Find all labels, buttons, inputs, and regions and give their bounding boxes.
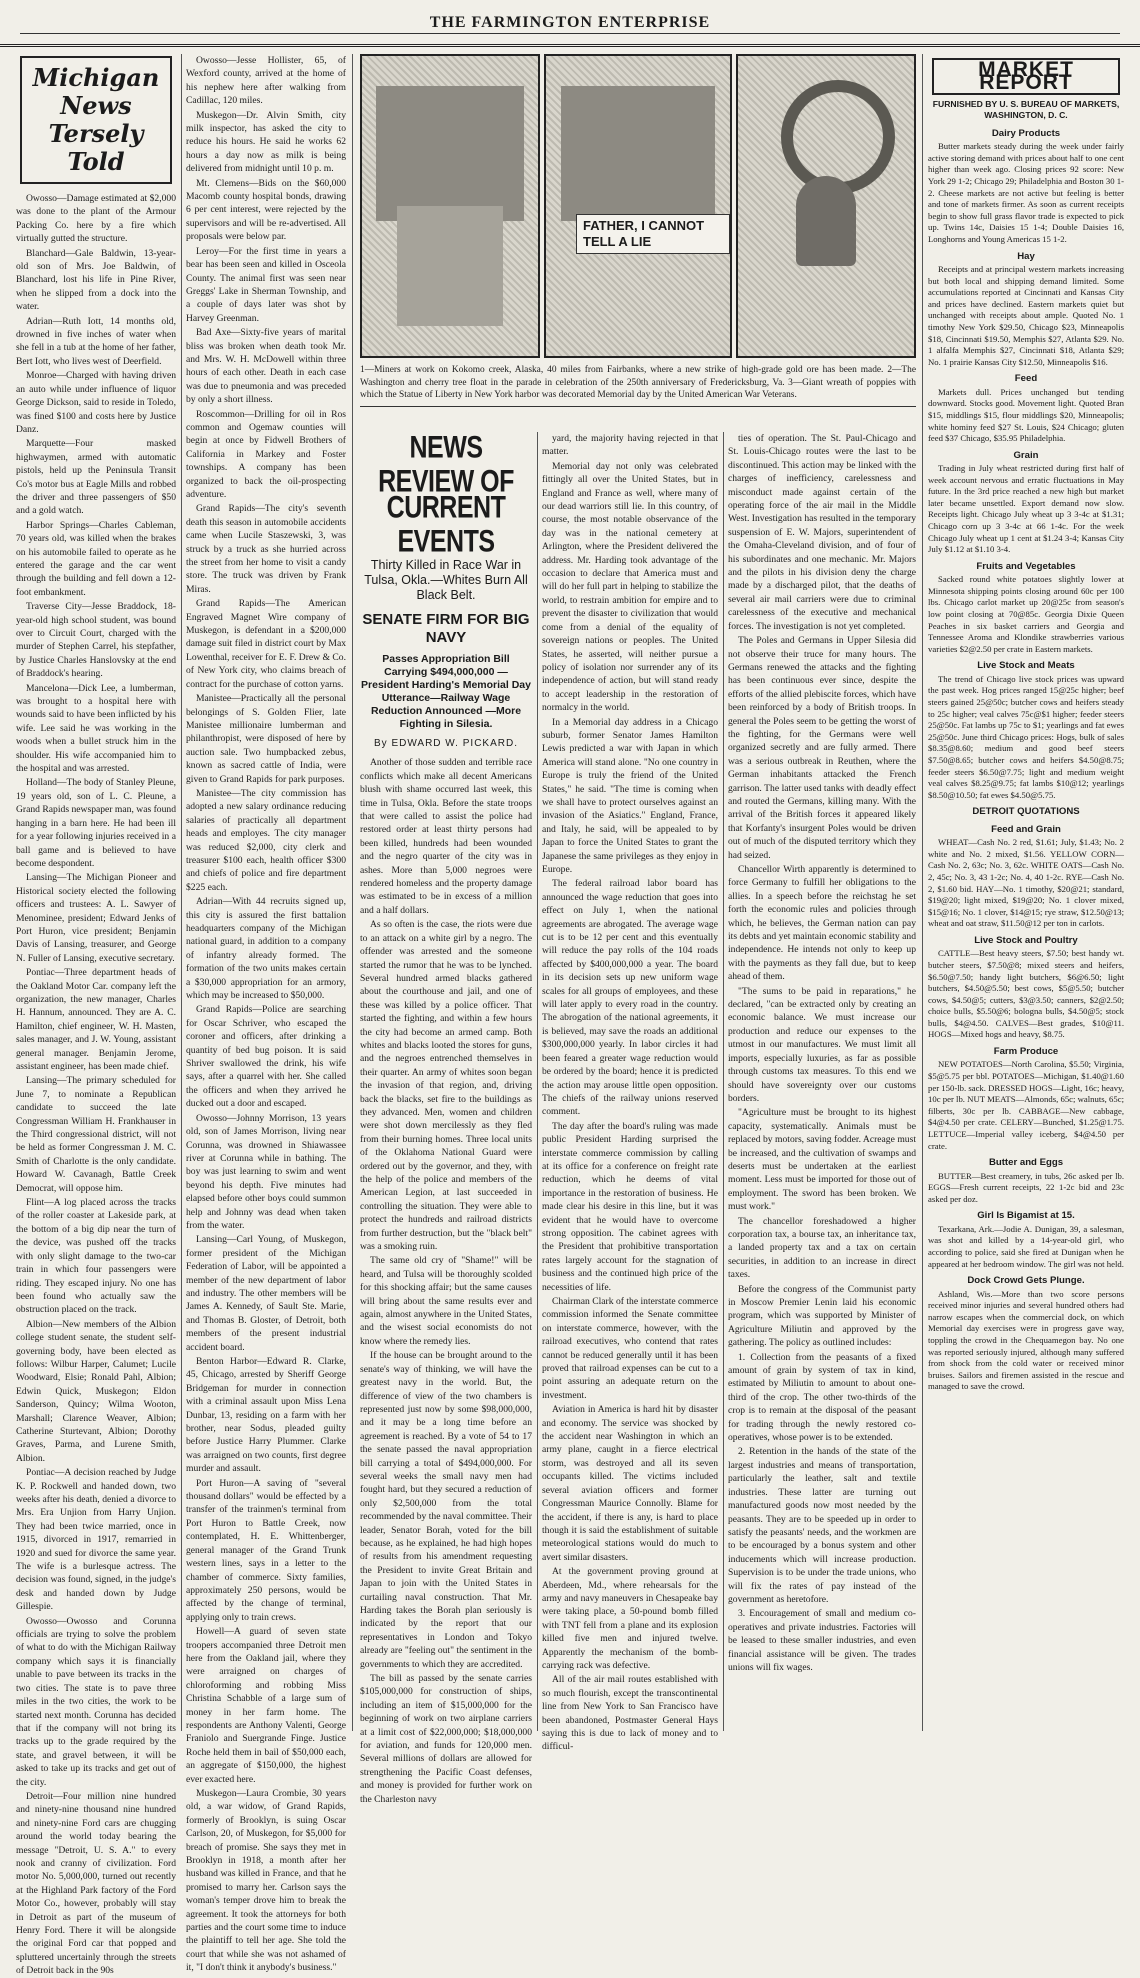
- market-section-text: Texarkana, Ark.—Jodie A. Dunigan, 39, a salesman, was shot and killed by a 14-year-old girl, who according to police, said she fired at Dunigan when he appeared at her bedroom window. The girl was not held.: [928, 1223, 1124, 1269]
- market-report-title: MARKET REPORT: [932, 58, 1120, 95]
- article-paragraph: 2. Retention in the hands of the state of the largest industries and means of transportation, particularly the leather, salt and textile industries. These latter are turning out manufactured goods now most needed by the peasants. They are to be speeded up in order to satisfy the peasants' needs, and the workmen are to be encouraged by a bonus system and other inducements which will increase production. Supervision is to be under the trade unions, who will fix the rates of pay instead of the government as heretofore.: [728, 1446, 916, 1605]
- article-paragraph: Owosso—Johnny Morrison, 13 years old, son of James Morrison, living near Corunna, was drowned in Shiawassee river at Corunna while in bathing. The boy was just learning to swim and went beyond his depth. Five minutes had elapsed before other boys could summon help and Johnny was dead when taken from the water.: [186, 1112, 346, 1231]
- article-paragraph: Traverse City—Jesse Braddock, 18-year-old high school student, was bound over to Circuit Court, charged with the murder of Stephen Carrel, his stepfather, by Justice Charles Hanslovsky at the end of Braddock's hearing.: [16, 601, 176, 680]
- article-paragraph: All of the air mail routes established with so much flourish, except the transcontinental line from New York to San Francisco have been abandoned, Postmaster General Hays saying this is due to lack of money and to difficul-: [542, 1674, 718, 1753]
- news-items: [16, 192, 176, 1978]
- headline-line-2: CURRENT EVENTS: [386, 490, 506, 559]
- article-paragraph: Roscommon—Drilling for oil in Ros common and Ogemaw counties will begin at once by Fidwell Brothers of California in Markey and Foster townships. A company has been organized to back the oil-prospecting adventure.: [186, 408, 346, 500]
- article-paragraph: Pontiac—A decision reached by Judge K. P. Rockwell and handed down, two weeks after his death, denied a divorce to Mrs. Era Unjion from Harry Unjion. They had been twice married, once in 1915, divorced in 1917, remarried in 1920 and sued for divorce the same year. The wife is a burlesque actress. The decision was found, signed, in the judge's desk and handed down by Judge Gillespie.: [16, 1467, 176, 1613]
- market-section-heading: Feed and Grain: [991, 823, 1061, 835]
- float-sign: FATHER, I CANNOT TELL A LIE: [576, 214, 730, 254]
- article-paragraph: Flint—A log placed across the tracks of the roller coaster at Lakeside park, at the bottom of a big dip near the turn of the device, was pushed off the tracks with only slight damage to the two-car train in which four passengers were riding. They escaped injury. No one has been found who actually saw the obstruction placed on the track.: [16, 1197, 176, 1316]
- market-section-heading: Live Stock and Meats: [977, 660, 1075, 672]
- masthead-rule: [20, 33, 1120, 34]
- article-paragraph: Chancellor Wirth apparently is determined to force Germany to fulfill her obligations to the allies. In a speech before the reichstag he set forth the economic rules and policies through which, he believes, the German nation can pay its debts and yet maintain economic stability and independence. He intends not only to keep up with the payments as they fall due, but to keep ahead of them.: [728, 864, 916, 983]
- article-paragraph: At the government proving ground at Aberdeen, Md., where rehearsals for the army and navy maneuvers in Chesapeake bay were taking place, a 50-pound bomb filled with TNT fell from a plane and its explosion killed five men and injured twelve. Apparently the mechanism of the bomb-carrying rack was defective.: [542, 1566, 718, 1671]
- michigan-news-heading: [20, 56, 172, 184]
- byline: By EDWARD W. PICKARD.: [374, 738, 518, 749]
- photo-row: [360, 54, 916, 362]
- news-review-paragraphs: [360, 756, 532, 1806]
- market-section-text: Receipts and at principal western markets increasing but both local and shipping demand limited. Some accumulations reported at Cincinnati and Kansas City and prices have declined. Eastern markets quiet but unchanged with receipts about ample. Quoted No. 1 timothy New York $29.50, Chicago $23, Minneapolis $18, Cincinnati $19.50, Memphis $27, Atlanta $29. No. 1 alfalfa Memphis $27, Cincinnati $18, Atlanta $29; No. 1 prairie Kansas City $12.50, Minneapolis $16.: [928, 263, 1124, 367]
- market-section-text: The trend of Chicago live stock prices was upward the past week. Hog prices ranged 15@25c higher; beef steers gained 25@50c; butcher cows and heifers steady to 25c higher; veal calves 75c@$1 higher; feeder steers 25@50c. Fat lambs up 75c to $1; yearlings and fat ewes 25@50c. June third Chicago prices: Hogs, bulk of sales $8.35@8.60; medium and good beef steers $7.50@8.65; butcher cows and heifers $4.50@8.75; feeder steers $6.50@7.75; light and medium weight veal calves $8.25@9.75; fat lambs $10@12; yearlings $8.50@10.50; fat ewes $4.50@5.75.: [928, 673, 1124, 800]
- article-paragraph: Owosso—Damage estimated at $2,000 was done to the plant of the Armour Packing Co. here by a fire which virtually gutted the structure.: [16, 193, 176, 245]
- column-news-review: [360, 430, 532, 1805]
- photo-miners-sluice: [397, 206, 503, 326]
- article-paragraph: Muskegon—Dr. Alvin Smith, city milk inspector, has asked the city to reduce his hours. He said he works 62 hours a day now as milk is being delivered from midnight until 10 p. m.: [186, 109, 346, 175]
- article-paragraph: Detroit—Four million nine hundred and ninety-nine thousand nine hundred and ninety-nine Ford cars are chugging around the world today bearing the message "Detroit, U. S. A." to every nook and cranny of civilization. Ford motor No. 5,000,000, turned out recently at the Highland Park factory of the Ford Motor Co., however, probably will stay in Detroit as part of the museum of Henry Ford. There it will be alongside the original Ford car that popped and spluttered uncertainly through the streets of Detroit back in the 90s: [16, 1790, 176, 1977]
- market-section-text: Sacked round white potatoes slightly lower at Minnesota shipping points closing around 60c per 100 lbs. Chicago carlot market up 20@25c from season's low point closing at 70@85c. Georgia Dixie Queen Peaches in six basket carriers and Georgia and Tennessee Aroma and Klondike strawberries various varieties $2@2.50 per crate in Eastern markets.: [928, 574, 1124, 654]
- market-section-text: Butter markets steady during the week under fairly active storing demand with prices about half to one cent higher than week ago. Closing prices 92 score: New York 29 1-2; Chicago 29; Philadelphia and Boston 30 1-2. Cheese markets are not active but feeling is better and tone of markets firmer. As soon as current receipts begin to show full grass flavor trade is expected to pick up. Twins 14c, Daisies 15 1-4; Double Daisies 16, Longhorns and Young Americas 15 1-2.: [928, 141, 1124, 244]
- article-paragraph: Monroe—Charged with having driven an auto while under influence of liquor George Dickson, said to reside in Toledo, was fined $100 and costs here by Justice Danz.: [16, 370, 176, 435]
- article-paragraph: Lansing—The Michigan Pioneer and Historical society elected the following officers and trustees: A. L. Sawyer of Menominee, president; Edward Jenks of Port Huron, vice president; Benjamin Davis of Lansing, treasurer, and George N. Fuller of Lansing, executive secretary.: [16, 872, 176, 964]
- heading-line-1: Michigan News: [32, 63, 160, 120]
- photo-cherry-tree-float: [544, 54, 732, 358]
- market-section-text: CATTLE—Best heavy steers, $7.50; best handy wt. butcher steers, $7.50@8; mixed steers and heifers, $6.50@7.50; handy light butchers, $6@6.50; light butchers, $4.50@5.50; best cows, $5@5.50; butcher cows, $4.50@5; cutters, $3@3.50; canners, $2@2.50; choice bulls, $5.50@6; bologna bulls, $4.50@5; stock bulls, $4@4.50. CALVES—Best grades, $10@11. HOGS—Mixed hogs and heavy, $8.75.: [928, 948, 1124, 1040]
- market-section-heading: Grain: [1013, 449, 1039, 461]
- market-sections: [928, 127, 1124, 1393]
- market-section-heading: DETROIT QUOTATIONS: [972, 806, 1080, 818]
- market-section-heading: Fruits and Vegetables: [976, 560, 1076, 572]
- market-section-text: NEW POTATOES—North Carolina, $5.50; Virginia, $5@5.75 per bbl. POTATOES—Michigan, $1.40@1.60 per 150-lb. sack. DRESSED HOGS—Light, 16c; heavy, 10c per lb. NUT MEATS—Almonds, 65c; walnuts, 65c; filberts, 30c per lb. CABBAGE—New cabbage, $4@4.50 per crate. CELERY—Bunched, $1.25@1.75. LETTUCE—Imperial valley iceberg, $4@4.50 per crate.: [928, 1059, 1124, 1151]
- market-section-heading: Dock Crowd Gets Plunge.: [967, 1275, 1085, 1287]
- article-paragraph: Port Huron—A saving of "several thousand dollars" would be effected by a transfer of the trainmen's terminal from Port Huron to Battle Creek, now contemplated, H. E. Whittenberger, general manager of the Grand Trunk western lines, says in a letter to the chamber of commerce. Sixty families, approximately 250 persons, would be affected by the change of terminal, applying only to train crews.: [186, 1477, 346, 1623]
- news-review-paragraphs: [728, 432, 916, 1674]
- article-paragraph: As so often is the case, the riots were due to an attack on a white girl by a negro. The offender was arrested and the someone started the rumor that he was to be lynched. Several hundred armed blacks gathered about the courthouse and jail, and one of these was killed by a police officer. That started the fighting, and within a few hours the city had become an armed camp. Both whites and blacks looted the stores for guns, and the negroes entrenched themselves in their quarter. An army of whites soon began the invasion of that region, and, driving back the blacks, set fire to the buildings as they advanced. Men, women and children were shot down mercilessly as they fled from their burning homes. Three local units of the Oklahoma National Guard were ordered out by the governor, and they, with the help of the police and members of the American Legion, at last succeeded in controlling the situation. They were able to protect the hundreds and railroad districts from further destruction, but the "black belt" was a smoking ruin.: [360, 919, 532, 1253]
- news-items: [186, 54, 346, 1975]
- column-divider: [352, 54, 353, 1731]
- deck-appropriation: Passes Appropriation Bill Carrying $494,000,000 — President Harding's Memorial Day Utterance—Railway Wage Reduction Announced —More Fighting in Silesia.: [361, 653, 531, 730]
- article-paragraph: Howell—A guard of seven state troopers accompanied three Detroit men here from the Oakland jail, where they were arraigned on charges of chloroforming and robbing Miss Christina Schabble of a large sum of money in her farm home. The respondents are Anthony Valenti, George Franiolo and Suergrande Finge. Justice Roche held them in bail of $50,000 each, an aggregate of $150,000, the highest ever exacted here.: [186, 1626, 346, 1785]
- market-section-heading: Dairy Products: [991, 127, 1061, 139]
- market-section-text: BUTTER—Best creamery, in tubs, 26c asked per lb. EGGS—Fresh current receipts, 22 1-2c bid and 23c asked per doz.: [928, 1170, 1124, 1204]
- article-paragraph: Owosso—Owosso and Corunna officials are trying to solve the problem of what to do with the Michigan Railway company which says it is financially unable to pave between its tracks in the two cities. The state is to pave three miles in the two cities, the work to be started next month. Corunna has decided that if the company will not bring its tracks up to the grade required by the state, and gravel between, it will be asked to take up its tracks and get out of the city.: [16, 1615, 176, 1788]
- article-paragraph: Harbor Springs—Charles Cableman, 70 years old, was killed when the brakes on his automobile failed to operate as he entered the garage and the car went through the building and fell down a 12-foot embankment.: [16, 519, 176, 598]
- deck-senate-navy: SENATE FIRM FOR BIG NAVY: [362, 611, 530, 646]
- photo-float-tree: [561, 86, 716, 221]
- market-section-text: Ashland, Wis.—More than two score persons received minor injuries and several hundred others had narrow escapes when the commercial dock, on which Memorial day exercises were in progress gave way, toppling the crowd in the Chequamegon bay. No one was reported seriously injured, although many suffered from shock from the cold water or received minor bruises. Sailors and firemen assisted in the rescue and managed to save the crowd.: [928, 1288, 1124, 1392]
- market-section-heading: Girl Is Bigamist at 15.: [977, 1210, 1075, 1222]
- masthead: [0, 0, 1140, 47]
- column-divider: [537, 432, 538, 1731]
- market-section-heading: Butter and Eggs: [988, 1157, 1064, 1169]
- article-paragraph: In a Memorial day address in a Chicago suburb, former Senator James Hamilton Lewis predicted a war with Japan in which America will stand alone. "No one country in Europe is truly the friend of the United States," he said. "The time is coming when we shall have to protect ourselves against an invasion of the Asiatics." England, France, and Italy, he said, will be appealed to by Japan to force the United States to grant the Japanese the same privileges as they enjoy in Europe.: [542, 716, 718, 875]
- news-review-paragraphs: [542, 432, 718, 1754]
- article-paragraph: Benton Harbor—Edward R. Clarke, 45, Chicago, arrested by Sheriff George Bridgeman for murder in connection with a criminal assault upon Miss Lena Dunbar, 13, residing on a farm with her brother, near Sodus, pleaded guilty before Justice Harry Plummer. Clarke was arraigned on two counts, first degree murder and assault.: [186, 1356, 346, 1475]
- article-paragraph: Adrian—Ruth Iott, 14 months old, drowned in five inches of water when she fell in a tub at the home of her father, Bert Iott, who lives west of Deerfield.: [16, 315, 176, 367]
- article-paragraph: Another of those sudden and terrible race conflicts which make all decent Americans blush with shame occurred last week, this time in Tulsa, Okla. Before the state troops that were called to assist the police had restored order at least thirty persons had been killed, hundreds had been wounded and the negro quarter of the city was in ashes. More than 5,000 negroes were rendered homeless and the property damage was estimated to be in excess of a million and a half dollars.: [360, 757, 532, 916]
- photo-miners-sky: [376, 86, 524, 221]
- article-paragraph: Bad Axe—Sixty-five years of marital bliss was broken when death took Mr. and Mrs. W. H. McDowell within three hours of each other. Death in each case was due to pneumonia and was preceded by only a short illness.: [186, 327, 346, 406]
- article-paragraph: Manistee—Practically all the personal belongings of S. Golden Flier, late Manistee millionaire lumberman and philanthropist, were disposed of here by auction sale. Two humpbacked zebus, known as sacred cattle of India, were given to Grand Rapids for park purposes.: [186, 693, 346, 785]
- article-paragraph: 3. Encouragement of small and medium co-operatives and private industries. Factories will be leased to these smaller industries, and even financial assistance will be given. The trades unions will fix wages.: [728, 1608, 916, 1673]
- article-paragraph: Pontiac—Three department heads of the Oakland Motor Car. company left the organization, the new manager, Charles H. Hannum, announced. They are A. C. Hamilton, chief engineer, W. H. Masten, sales manager, and J. W. Young, assistant general manager. Benjamin Jerome, assistant engineer, has been made chief.: [16, 967, 176, 1072]
- article-paragraph: The same old cry of "Shame!" will be heard, and Tulsa will be thoroughly scolded for this shocking affair; but the same causes will bring about the same results ever and again, almost anywhere in the United States, and the wisest social economists do not know where the remedy lies.: [360, 1255, 532, 1347]
- column-divider: [723, 432, 724, 1731]
- column-news-review-2: [542, 432, 718, 1753]
- article-paragraph: Adrian—With 44 recruits signed up, this city is assured the first battalion headquarters company of the Michigan national guard, in addition to a company of infantry already formed. The formation of the two units makes certain a $30,000 appropriation for an armory, which may be increased to $50,000.: [186, 896, 346, 1002]
- market-section-text: Trading in July wheat restricted during first half of week account nervous and erratic fluctuations in May future. In the 3rd price reached a new high but market later became unsettled. Export demand now slow. Receipts light. Chicago July wheat up 3 3-4c at $1.31; Chicago corn up 3 3-4c at 66 1-4c. For the week Chicago July wheat up 1 cent at $1.24 3-4; Kansas City July $1.12 at $1.10 3-4.: [928, 463, 1124, 555]
- column-michigan-news: [16, 54, 176, 1977]
- deck-race-war: Thirty Killed in Race War in Tulsa, Okla.—Whites Burn All Black Belt.: [364, 558, 528, 602]
- market-report-subtitle: FURNISHED BY U. S. BUREAU OF MARKETS, WASHINGTON, D. C.: [932, 98, 1120, 120]
- market-section-heading: Hay: [1017, 250, 1035, 262]
- article-paragraph: Owosso—Jesse Hollister, 65, of Wexford county, arrived at the home of his nephew here after walking from Cadillac, 120 miles.: [186, 55, 346, 107]
- article-paragraph: Before the congress of the Communist party in Moscow Premier Lenin laid his economic program, which was supported by Minister of Agriculture Miliutin and approved by the gathering. The policy as outlined includes:: [728, 1283, 916, 1349]
- article-paragraph: Muskegon—Laura Crombie, 30 years old, a war widow, of Grand Rapids, formerly of Brooklyn, is suing Oscar Carlson, 20, of Muskegon, for $5,000 for breach of promise. She says they met in Brooklyn in 1918, a month after her husband was killed in France, and that he promised to marry her. Carlson says the woman's temper drove him to break the agreement. It took the attorneys for both parties and the court some time to induce the plaintiff to tell her age. She told the court that while she was not ashamed of it, "I don't think it anybody's business.": [186, 1788, 346, 1974]
- article-paragraph: 1. Collection from the peasants of a fixed amount of grain by system of tax in kind, estimated by Miliutin to amount to about one-third of the crop. The other two-thirds of the crop is to remain at the disposal of the peasant for trading through the newly restored co-operatives, whose power is to be extended.: [728, 1351, 916, 1444]
- column-divider: [922, 54, 923, 1731]
- column-market-report: [928, 54, 1124, 1731]
- article-paragraph: The federal railroad labor board has announced the wage reduction that goes into effect on July 1, when the national agreements are abrogated. The average wage cut is to be 12 per cent and this eventually will reduce the pay rolls of the 104 roads affected by $400,000,000 a year. The board in its decision sets up new uniform wage scales for all groups of employees, and these will later apply to every road in the country. The abrogation of the national agreements, it is believed, may save the roads an additional $300,000,000 yearly. In labor circles it had been feared a greater wage reduction would be ordered by the board; hence it is predicted the action may arouse little open opposition. The chiefs of the railway unions reserved comment.: [542, 878, 718, 1118]
- article-paragraph: Lansing—Carl Young, of Muskegon, former president of the Michigan Federation of Labor, will be appointed a member of the new department of labor and industry. The other members will be James A. Kennedy, of Sault Ste. Marie, and Thomas B. Gloster, of Detroit, both members of the present industrial accident board.: [186, 1234, 346, 1353]
- article-paragraph: Aviation in America is hard hit by disaster and economy. The service was shocked by the accident near Washington in which an army plane, caught in a fierce electrical storm, was destroyed and all its seven occupants killed. The victims included several aviation officers and former Congressman Maurice Connolly. Blame for the accident, if there is any, is hard to place though it is said the establishment of suitable meteorological stations would do much to avert similar disasters.: [542, 1404, 718, 1563]
- market-section-text: WHEAT—Cash No. 2 red, $1.61; July, $1.43; No. 2 white and No. 2 mixed, $1.56. YELLOW CORN—Cash No. 2, 63c; No. 3, 62c. WHITE OATS—Cash No. 2, 45c; No. 3, 43 1-2c; No. 4, 40 1-2c. RYE—Cash No. 2, $1.60 bid. HAY—No. 1 timothy, $20@21; standard, $19@20; light mixed, $19@20; No. 1 clover mixed, $15@16; No. 1 clover, $14@15; rye straw, $12.50@13; wheat and oat straw, $11.50@12 per ton in carlots.: [928, 837, 1124, 929]
- article-paragraph: Leroy—For the first time in years a bear has been seen and killed in Osceola County. The animal first was seen near Greggs' Lake in Sherman Township, and a couple of days later was shot by Harvey Greenman.: [186, 245, 346, 324]
- article-paragraph: The chancellor foreshadowed a higher corporation tax, a bourse tax, an inheritance tax, a landed property tax and a tax on certain securities, in addition to an increase in direct taxes.: [728, 1215, 916, 1281]
- article-paragraph: yard, the majority having rejected in that matter.: [542, 433, 718, 458]
- article-paragraph: Mancelona—Dick Lee, a lumberman, was brought to a hospital here with wounds said to have been inflicted by his wife. Lee said he was working in the woods when a bullet struck him in the shoulder. His wife accompanied him to the hospital and was arrested.: [16, 682, 176, 775]
- column-divider: [181, 54, 182, 1731]
- article-paragraph: Chairman Clark of the interstate commerce commission informed the Senate committee on interstate commerce, however, with the railroad executives, who contend that rates cannot be reduced generally until it has been proved that railroad expenses can be cut to a point assuring an adequate return on the investment.: [542, 1296, 718, 1401]
- article-paragraph: Marquette—Four masked highwaymen, armed with automatic pistols, held up the Peninsula Transit Co's motor bus at Eagle Mills and robbed the driver and three passengers of $50 and a gold watch.: [16, 438, 176, 517]
- photo-miners: [360, 54, 540, 358]
- market-section-heading: Feed: [1014, 373, 1038, 385]
- market-section-heading: Live Stock and Poultry: [974, 934, 1078, 946]
- statue-base: [796, 176, 856, 266]
- column-michigan-news-continued: [186, 54, 346, 1974]
- article-paragraph: The bill as passed by the senate carries $105,000,000 for construction of ships, including an item of $15,000,000 for the beginning of work on two airplane carriers at a limit cost of $22,000,000; $18,000,000 for aviation, and funds for 120,000 men. Several millions of dollars are allowed for strengthening the Pacific Coast defenses, and money is provided for further work on the Charleston navy: [360, 1673, 532, 1805]
- article-paragraph: ties of operation. The St. Paul-Chicago and St. Louis-Chicago routes were the last to be discontinued. This action may be linked with the charges of inefficiency, carelessness and misconduct made against certain of the operating force of the air mail in the Middle West. Investigation has resulted in the temporary suspension of E. W. Majors, superintendent of the Omaha-Cleveland division, and of four of his subordinates and one mechanic. Mr. Majors and the pilots in his division deny the charge made by a discharged pilot, that the deaths of several air mail carriers were due to criminal carelessness of the executive and mechanical forces. The investigation is not yet completed.: [728, 433, 916, 632]
- heading-line-2: Tersely Told: [48, 119, 144, 176]
- market-section-text: Markets dull. Prices unchanged but tending downward. Stocks good. Movement light. Quoted Bran $15, middlings $15, flour middlings $20, Minneapolis; white hominy feed $27 St. Louis, $24 Chicago; gluten feed $37 Chicago, $35.95 Philadelphia.: [928, 386, 1124, 444]
- newspaper-title: THE FARMINGTON ENTERPRISE: [429, 14, 711, 31]
- article-paragraph: If the house can be brought around to the senate's way of thinking, we will have the greatest navy in the world. But, the difference of view of the two chambers is represented just now by some $98,000,000, and it may be a long time before an agreement is reached. By a vote of 54 to 17 the senate passed the naval appropriation bill carrying a total of $494,000,000. For several weeks the small navy men had fought hard, but they secured a reduction of only $2,500,000 from the total recommended by the naval committee. Their leader, Senator Borah, voted for the bill because, as he explained, he had high hopes of results from his amendment requesting the President to invite Great Britain and Japan to join with the United States in curtailing naval construction. That Mr. Harding takes the Borah plan seriously is indicated by the report that our representatives in London and Tokyo already are "feeling out" the sentiment in the governments to which they are accredited.: [360, 1350, 532, 1670]
- article-paragraph: Blanchard—Gale Baldwin, 13-year-old son of Mrs. Joe Baldwin, of Blanchard, lost his life in Pine River, when he slipped from a dock into the water.: [16, 247, 176, 313]
- article-paragraph: Memorial day not only was celebrated fittingly all over the United States, but in England and France as well, where many of our dead warriors still lie. In this country, of course, the most notable observance of the day was in the national cemetery at Arlington, where the President delivered the address. Mr. Harding took advantage of the occasion to declare that America must and will do her full part in helping to stabilize the world, to restrain ambition for empire and to prevent the disaster to civilization that would come from a denial of the equality of sovereign nations or peoples. The United States, he asserted, will neither pursue a policy of isolation nor surrender any of its independence of action, but will stand ready to accept leadership in the restoration of normalcy in the world.: [542, 460, 718, 714]
- article-paragraph: "The sums to be paid in reparations," he declared, "can be extracted only by creating an economic balance. We must increase our production and reduce our expenses to the utmost in our manufactures. We must limit all imports, especially luxuries, as far as possible through customs tax measures. To this end we should have sovereignty over our customs borders.: [728, 985, 916, 1104]
- photo-poppy-wreath: [736, 54, 916, 358]
- article-paragraph: Mt. Clemens—Bids on the $60,000 Macomb county hospital bonds, drawing 6 per cent interest, were rejected by the supervisors and will be re-advertised. All proposals were below par.: [186, 177, 346, 243]
- article-paragraph: Grand Rapids—The American Engraved Magnet Wire company of Muskegon, is defendant in a $200,000 damage suit filed in district court by Max Lowenthal, receiver for E. F. Drew & Co. of New York city, who claims breach of contract for the purchase of cotton yarns.: [186, 598, 346, 690]
- article-paragraph: The Poles and Germans in Upper Silesia did not observe their truce for many hours. The Germans renewed the attacks and the fighting has been continuous ever since, despite the efforts of the allied plebiscite forces, which have been reinforced by a body of British troops. In general the Poles seem to be getting the worst of the fighting, for the Germans were well organized secretly and are fully armed. There was a serious outbreak in Reuthen, where the German inhabitants attacked the French garrison. The latter used tanks with deadly effect and routed the Germans, killing many. With the arrival of the British forces it appeared likely that Korfanty's insurgent Poles would be driven out of much of the disputed territory which they had seized.: [728, 635, 916, 861]
- article-paragraph: Grand Rapids—The city's seventh death this season in automobile accidents came when Lucile Staszewski, 3, was struck by a truck as she hurried across the street from her home to visit a candy store. The truck was driven by Frank Miras.: [186, 503, 346, 595]
- article-paragraph: Grand Rapids—Police are searching for Oscar Schriver, who escaped the coroner and officers, after drinking a quantity of bed bug poison. It is said Shriver swallowed the drink, his wife says, after a quarrel with her. She called the officers and when they arrived he ducked out a door and escaped.: [186, 1004, 346, 1110]
- article-paragraph: "Agriculture must be brought to its highest capacity, systematically. Animals must be replaced by motors, saving fodder. Acreage must be increased, and the cultivation of swamps and deserts must be undertaken at the earliest moment. Less must be imported for those out of employment. The sword has been broken. We must work.": [728, 1107, 916, 1213]
- article-paragraph: Holland—The body of Stanley Pleune, 19 years old, son of L. C. Pleune, a Grand Rapids newspaper man, was found hanging in a barn here. He had been ill for a year following injuries received in a ball game and is believed to have become despondent.: [16, 777, 176, 869]
- article-paragraph: Manistee—The city commission has adopted a new salary ordinance reducing salaries of practically all department heads and employes. The city manager was reduced $2,000, city clerk and treasurer $100 each, health officer $300 and chiefs of police and fire department $225 each.: [186, 787, 346, 893]
- news-review-heading: [360, 430, 532, 731]
- column-news-review-3: [728, 432, 916, 1731]
- article-paragraph: Lansing—The primary scheduled for June 7, to nominate a Republican candidate to succeed the late Congressman William H. Frankhauser in the Third congressional district, will not be held as former Congressman J. M. C. Smith of Charlotte is the only candidate. Howard W. Cavanagh, Battle Creek Democrat, will oppose him.: [16, 1075, 176, 1194]
- headline-line-1: NEWS REVIEW OF: [378, 430, 514, 499]
- wreath-shape: [781, 80, 895, 194]
- market-section-heading: Farm Produce: [993, 1046, 1059, 1058]
- photo-caption: 1—Miners at work on Kokomo creek, Alaska, 40 miles from Fairbanks, where a new strike of high-grade gold ore has been made. 2—The Washington and cherry tree float in the parade in celebration of the 250th anniversary of Fredericksburg, Va. 3—Giant wreath of poppies with which the Statue of Liberty in New York harbor was decorated Memorial day by the United American War Veterans.: [360, 364, 916, 407]
- article-paragraph: Albion—New members of the Albion college student senate, the student self-governing body, have been elected as follows: Wilbur Harper, Calumet; Lucile Woodward, Elsie; Ronald Pahl, Albion; Edwin Quick, Muskegon; Eldon Sanderson, Quincy; Wilma Wooton, Marshall; Clarence Weaver, Albion; Catherine Sturtevant, Albion; Dorothy Graves, Parma, and Lurene Smith, Albion.: [16, 1318, 176, 1464]
- article-paragraph: The day after the board's ruling was made public President Harding surprised the interstate commerce commission by calling at its office for a conference on freight rate reduction, which he deems of vital importance in the restoration of business. He made clear his desire in this line, but it was evident that he would have to overcome strong opposition. The cabinet agrees with the President that prohibitive transportation rates largely account for the stagnation of business and the continued high price of the necessities of life.: [542, 1120, 718, 1293]
